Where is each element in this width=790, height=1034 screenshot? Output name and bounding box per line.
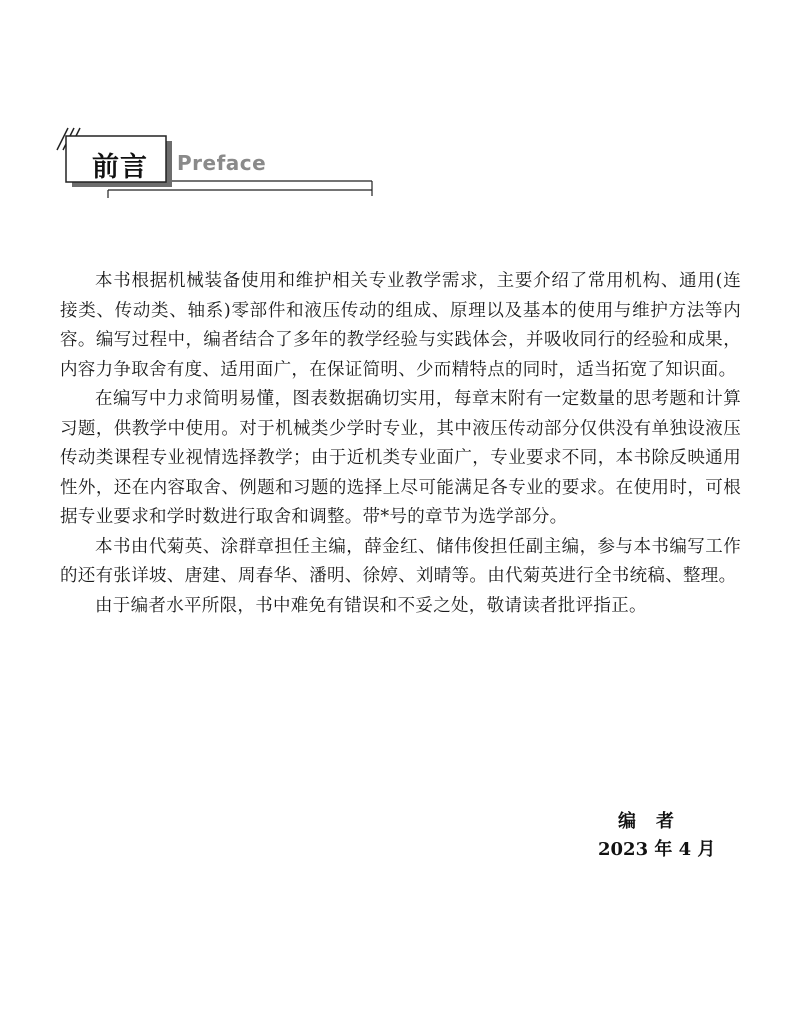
preface-header (0, 0, 790, 240)
paragraph: 由于编者水平所限，书中难免有错误和不妥之处，敬请读者批评指正。 (95, 595, 647, 616)
page-title-english: Preface (177, 151, 267, 175)
signature-author: 编者 (618, 811, 694, 832)
preface-body (60, 267, 741, 621)
paragraph: 本书由代菊英、涂群章担任主编，薛金红、储伟俊担任副主编，参与本书编写工作的还有张详坡、唐建、周春华、潘明、徐婷、刘晴等。由代菊英进行全书统稿、整理。 (60, 536, 741, 586)
header-decoration (0, 0, 790, 240)
paragraph: 在编写中力求简明易懂，图表数据确切实用，每章末附有一定数量的思考题和计算习题，供教学中使用。对于机械类少学时专业，其中液压传动部分仅供没有单独设液压传动类课程专业视情选择教学；由于近机类专业面广，专业要求不同，本书除反映通用性外，还在内容取舍、例题和习题的选择上尽可能满足各专业的要求。在使用时，可根据专业要求和学时数进行取舍和调整。带*号的章节为选学部分。 (60, 389, 741, 527)
page-title: 前言 (92, 151, 148, 183)
paragraph: 本书根据机械装备使用和维护相关专业教学需求，主要介绍了常用机构、通用(连接类、传动类、轴系)零部件和液压传动的组成、原理以及基本的使用与维护方法等内容。编写过程中，编者结合了多年的教学经验与实践体会，并吸收同行的经验和成果，内容力争取舍有度、适用面广，在保证简明、少而精特点的同时，适当拓宽了知识面。 (60, 271, 741, 380)
signature-date: 2023 年 4 月 (598, 839, 716, 860)
